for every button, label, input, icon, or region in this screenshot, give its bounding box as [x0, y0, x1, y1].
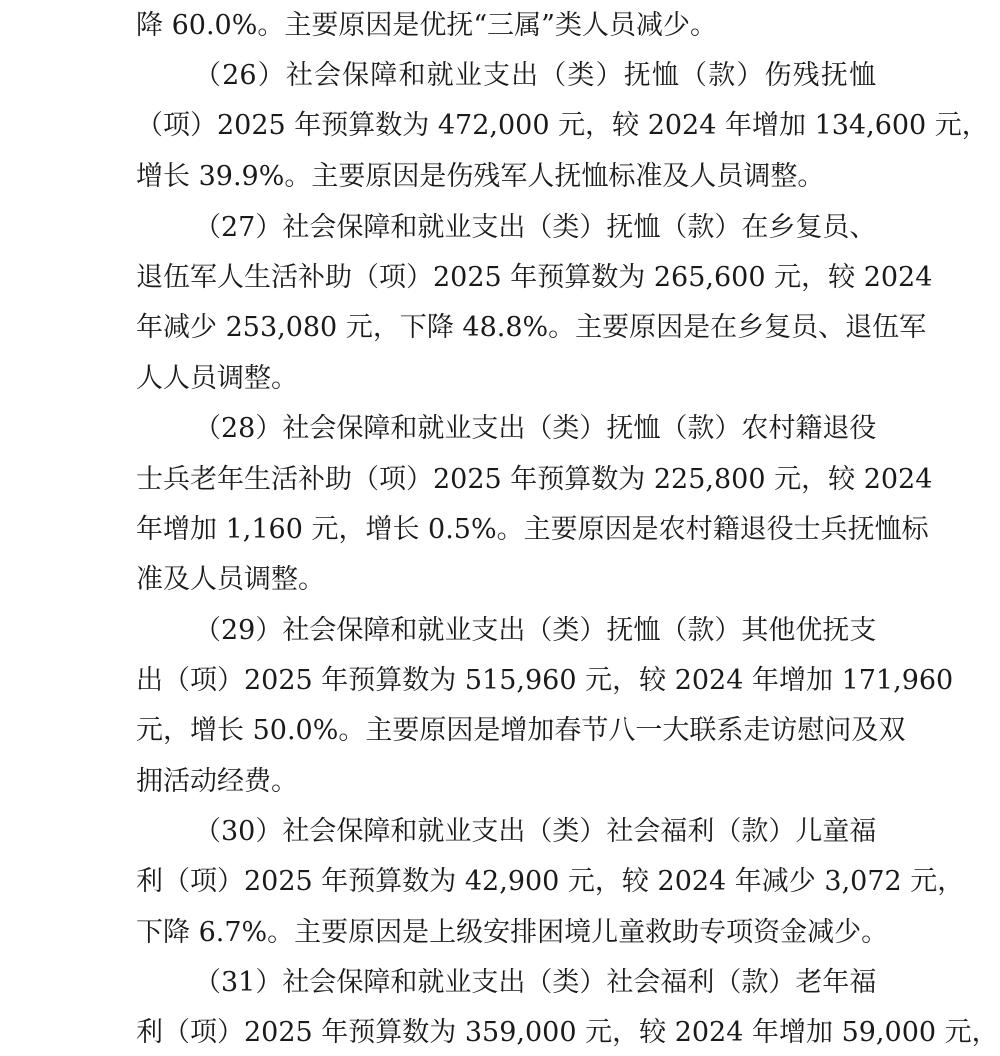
text-line: 降 60.0%。主要原因是优抚“三属”类人员减少。	[136, 10, 717, 41]
paragraph-28-heading: （28）社会保障和就业支出（类）抚恤（款）农村籍退役	[194, 413, 877, 444]
text-line: 出（项）2025 年预算数为 515,960 元，较 2024 年增加 171,960	[136, 665, 954, 696]
text-line: 利（项）2025 年预算数为 42,900 元，较 2024 年减少 3,072 元，	[136, 866, 965, 897]
paragraph-27-heading: （27）社会保障和就业支出（类）抚恤（款）在乡复员、	[194, 212, 877, 243]
text-line: 年增加 1,160 元，增长 0.5%。主要原因是农村籍退役士兵抚恤标	[136, 514, 929, 545]
text-line: 拥活动经费。	[136, 766, 298, 797]
text-line: 年减少 253,080 元，下降 48.8%。主要原因是在乡复员、退伍军	[136, 312, 927, 343]
text-line: 士兵老年生活补助（项）2025 年预算数为 225,800 元，较 2024	[136, 464, 933, 495]
text-line: （项）2025 年预算数为 472,000 元，较 2024 年增加 134,600 元，	[136, 110, 989, 141]
text-line: 下降 6.7%。主要原因是上级安排困境儿童救助专项资金减少。	[136, 917, 889, 948]
text-line: 退伍军人生活补助（项）2025 年预算数为 265,600 元，较 2024	[136, 262, 933, 293]
text-line: 利（项）2025 年预算数为 359,000 元，较 2024 年增加 59,000 元，	[136, 1017, 999, 1048]
paragraph-30-heading: （30）社会保障和就业支出（类）社会福利（款）儿童福	[194, 816, 877, 847]
text-line: 人人员调整。	[136, 363, 298, 394]
paragraph-31-heading: （31）社会保障和就业支出（类）社会福利（款）老年福	[194, 967, 877, 998]
text-line: 增长 39.9%。主要原因是伤残军人抚恤标准及人员调整。	[136, 161, 825, 192]
text-line: 准及人员调整。	[136, 564, 325, 595]
text-line: 元，增长 50.0%。主要原因是增加春节八一大联系走访慰问及双	[136, 715, 906, 746]
paragraph-26-heading: （26）社会保障和就业支出（类）抚恤（款）伤残抚恤	[194, 60, 876, 91]
paragraph-29-heading: （29）社会保障和就业支出（类）抚恤（款）其他优抚支	[194, 615, 877, 646]
